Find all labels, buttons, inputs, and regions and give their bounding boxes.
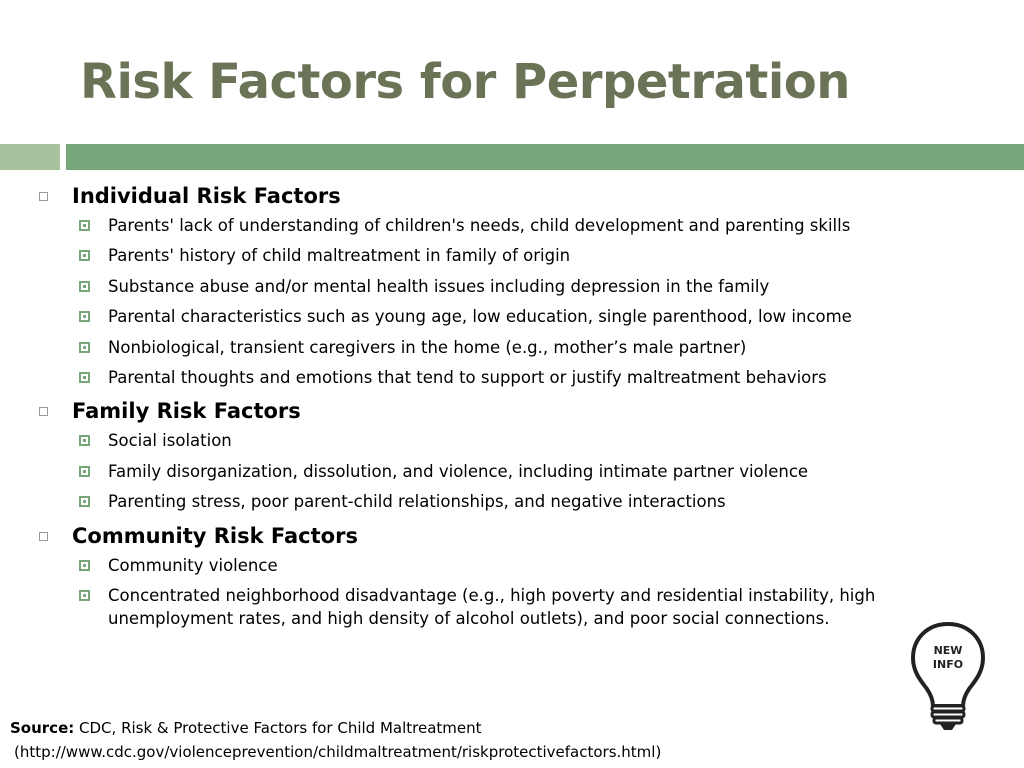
section-heading bbox=[0, 520, 1024, 552]
slide-body bbox=[0, 180, 1024, 637]
source-text: CDC, Risk & Protective Factors for Child Maltreatment bbox=[79, 719, 482, 737]
badge-line2: INFO bbox=[932, 658, 964, 671]
filled-square-bullet-icon bbox=[79, 560, 90, 571]
filled-square-bullet-icon bbox=[79, 435, 90, 446]
filled-square-bullet-icon bbox=[79, 372, 90, 383]
list-item-text: Community violence bbox=[108, 555, 278, 575]
filled-square-bullet-icon bbox=[79, 466, 90, 477]
list-item-text: Parents' history of child maltreatment in family of origin bbox=[108, 246, 571, 266]
list-item bbox=[0, 429, 1024, 452]
bullet-list bbox=[0, 214, 1024, 389]
section-heading-text: Family Risk Factors bbox=[72, 399, 301, 424]
square-bullet-icon bbox=[39, 532, 48, 541]
list-item bbox=[0, 244, 1024, 267]
header-band-accent bbox=[0, 144, 60, 170]
list-item bbox=[0, 366, 1024, 389]
square-bullet-icon bbox=[39, 192, 48, 201]
section-heading bbox=[0, 395, 1024, 427]
list-item bbox=[0, 584, 1024, 630]
filled-square-bullet-icon bbox=[79, 342, 90, 353]
list-item bbox=[0, 460, 1024, 483]
bullet-list bbox=[0, 429, 1024, 513]
header-band bbox=[66, 144, 1024, 170]
filled-square-bullet-icon bbox=[79, 220, 90, 231]
list-item bbox=[0, 490, 1024, 513]
list-item-text: Social isolation bbox=[108, 431, 232, 451]
section-family bbox=[0, 395, 1024, 513]
filled-square-bullet-icon bbox=[79, 250, 90, 261]
section-heading-text: Individual Risk Factors bbox=[72, 184, 341, 208]
list-item-text: Family disorganization, dissolution, and violence, including intimate partner violence bbox=[108, 461, 809, 481]
filled-square-bullet-icon bbox=[79, 590, 90, 601]
list-item-text: Substance abuse and/or mental health issues including depression in the family bbox=[108, 276, 770, 296]
section-heading bbox=[0, 180, 1024, 212]
list-item bbox=[0, 336, 1024, 359]
list-item-text: Parenting stress, poor parent-child relationships, and negative interactions bbox=[108, 492, 726, 512]
filled-square-bullet-icon bbox=[79, 496, 90, 507]
list-item-text: Concentrated neighborhood disadvantage (e.g., high poverty and residential instability, high unemployment rates, and high density of alcohol outlets), and poor social connections. bbox=[108, 585, 876, 628]
source-citation bbox=[10, 716, 770, 764]
badge-line1: NEW bbox=[933, 644, 963, 657]
section-heading-text: Community Risk Factors bbox=[72, 523, 358, 548]
section-individual bbox=[0, 180, 1024, 389]
square-bullet-icon bbox=[39, 407, 48, 416]
list-item bbox=[0, 305, 1024, 328]
list-item-text: Parents' lack of understanding of children's needs, child development and parenting skills bbox=[108, 216, 851, 235]
filled-square-bullet-icon bbox=[79, 281, 90, 292]
section-community bbox=[0, 520, 1024, 630]
lightbulb-icon bbox=[908, 620, 988, 732]
slide-title: Risk Factors for Perpetration bbox=[80, 54, 850, 110]
list-item bbox=[0, 554, 1024, 577]
filled-square-bullet-icon bbox=[79, 311, 90, 322]
list-item bbox=[0, 214, 1024, 237]
bullet-list bbox=[0, 554, 1024, 630]
list-item-text: Parental thoughts and emotions that tend to support or justify maltreatment behaviors bbox=[108, 367, 827, 387]
list-item bbox=[0, 275, 1024, 298]
source-url[interactable]: (http://www.cdc.gov/violenceprevention/childmaltreatment/riskprotectivefactors.html) bbox=[14, 743, 662, 761]
list-item-text: Parental characteristics such as young age, low education, single parenthood, low income bbox=[108, 307, 852, 327]
source-label: Source: bbox=[10, 719, 75, 737]
list-item-text: Nonbiological, transient caregivers in the home (e.g., mother’s male partner) bbox=[108, 337, 747, 357]
